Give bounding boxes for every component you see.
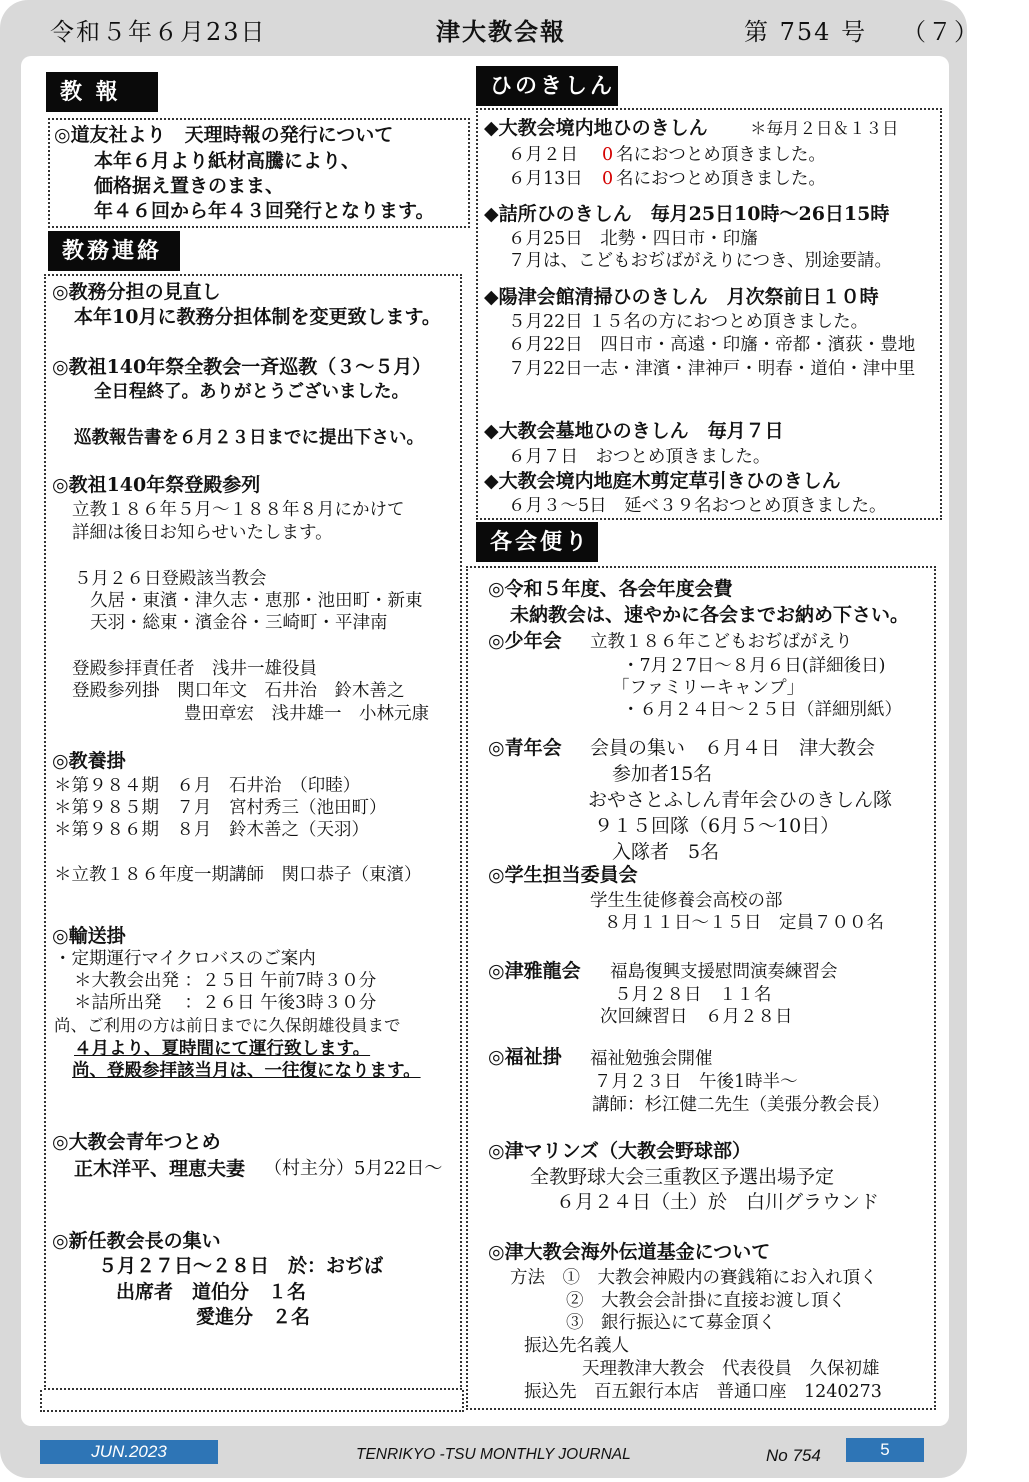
kyomu-line: 尚、登殿参拝該当月は、一往復になります。 [72,1061,421,1081]
hinokishin-line: ＊毎月２日＆１３日 [750,119,899,138]
hinokishin-line: ◆大教会境内地ひのきしん [484,117,708,139]
kyomu-line: 全日程終了。ありがとうございました。 [94,382,409,402]
kakukai-line: ◎青年会 [488,737,562,759]
kyomu-line: ◎教養掛 [52,750,126,772]
header-page: （７） [902,18,980,46]
kakukai-line: 入隊者 5名 [612,841,720,863]
kyomu-line: ＊第９８５期 ７月 宮村秀三（池田町） [54,798,387,818]
kakukai-line: 振込先 百五銀行本店 普通口座 1240273 [524,1382,882,1402]
kyomu-line: ◎教祖140年祭登殿参列 [52,474,261,496]
kyomu-line: ＊詰所出発 ：２６日 午後3時３０分 [74,993,377,1013]
hinokishin-line: ◆大教会墓地ひのきしん 毎月７日 [484,420,784,442]
hinokishin-line: ６月22日 四日市・高遠・印旛・帝都・濱荻・豊地 [508,335,916,355]
kyomu-box-outer [40,1390,464,1412]
hinokishin-line: ７月は、こどもおぢばがえりにつき、別途要請。 [508,251,892,271]
kyomu-line: ＊立教１８６年度一期講師 関口恭子（東濱） [54,865,422,885]
kakukai-line: ・６月２４日～２５日（詳細別紙） [622,700,902,720]
kyomu-line: ５月２７日～２８日 於：おぢば [98,1255,384,1277]
kyomu-line: 登殿参列掛 関口年文 石井治 鈴木善之 [72,681,405,701]
kakukai-line: ◎津雅龍会 [488,960,581,982]
kyomu-line: 登殿参拝責任者 浅井一雄役員 [72,659,317,679]
kyomu-line: ◎輸送掛 [52,925,126,947]
kakukai-line: 次回練習日 ６月２８日 [600,1007,793,1027]
kakukai-line: ◎少年会 [488,630,562,652]
footer-page: 5 [846,1438,924,1462]
kakukai-line: 講師：杉江健二先生（美張分教会長） [592,1095,890,1115]
hinokishin-count: 0 [602,145,614,165]
kakukai-line: ② 大教会会計掛に直接お渡し頂く [566,1291,846,1311]
kakukai-line: ◎津大教会海外伝道基金について [488,1241,771,1263]
section-title-kakukai: 各会便り [476,522,598,562]
kakukai-line: ◎福祉掛 [488,1046,562,1068]
kyoho-line: ◎道友社より 天理時報の発行について [54,124,394,146]
kyomu-line: ５月２６日登殿該当教会 [74,569,267,589]
kakukai-line: 学生生徒修養会高校の部 [590,891,783,911]
hinokishin-line: ◆陽津会館清掃ひのきしん 月次祭前日１０時 [484,286,879,308]
hinokishin-count: 0 [602,169,614,189]
kyomu-line: ４月より、夏時間にて運行致します。 [74,1039,371,1059]
kakukai-line: ・7月２7日～８月６日(詳細後日) [622,656,886,676]
kakukai-line: 立教１８６年こどもおぢばがえり [590,632,853,652]
kakukai-line: 振込先名義人 [524,1336,629,1356]
kyomu-line: ◎教務分担の見直し [52,281,221,303]
kyomu-line: 出席者 道伯分 １名 [116,1281,307,1303]
kakukai-line: 会員の集い ６月４日 津大教会 [590,737,876,759]
kyomu-line: 天羽・総東・濱金谷・三崎町・平津南 [90,613,388,633]
footer-journal: TENRIKYO -TSU MONTHLY JOURNAL [356,1446,631,1463]
hinokishin-line: 名におつとめ頂きました。 [616,145,826,165]
kakukai-line: 福祉勉強会開催 [590,1049,713,1069]
kyomu-line: 尚、ご利用の方は前日までに久保朗雄役員まで [54,1016,401,1035]
kakukai-line: 全教野球大会三重教区予選出場予定 [530,1166,835,1188]
kyomu-line: ＊第９８６期 ８月 鈴木善之（天羽） [54,820,369,840]
hinokishin-line: ７月22日一志・津濱・津神戸・明春・道伯・津中里 [508,359,916,379]
section-title-kyoho: 教 報 [46,72,158,112]
hinokishin-line: ６月13日 [508,169,583,189]
kakukai-line: 方法 ① 大教会神殿内の賽銭箱にお入れ頂く [510,1268,878,1288]
kyomu-line: 巡教報告書を６月２３日までに提出下さい。 [74,428,424,448]
kakukai-line: ◎津マリンズ（大教会野球部） [488,1140,752,1162]
kakukai-line: ６月２４日（土）於 白川グラウンド [556,1191,880,1213]
header-issue: 第 754 号 [744,18,868,46]
kakukai-line: 天理教津大教会 代表役員 久保初雄 [582,1359,880,1379]
hinokishin-line: ６月３～5日 延べ３９名おつとめ頂きました。 [508,496,887,516]
kakukai-line: ◎令和５年度、各会年度会費 [488,578,733,600]
kyomu-line: ◎教祖140年祭全教会一斉巡教（３～５月） [52,356,432,378]
kakukai-line: 福島復興支援慰問演奏練習会 [610,962,838,982]
hinokishin-line: ６月２日 [508,145,578,165]
kyomu-line: ＊第９８４期 ６月 石井治 （印睦） [54,776,361,796]
hinokishin-line: ◆大教会境内地庭木剪定草引きひのきしん [484,470,841,492]
kakukai-line: ③ 銀行振込にて募金頂く [566,1313,776,1333]
kyomu-line: 久居・東濱・津久志・恵那・池田町・新東 [90,591,423,611]
kyomu-line: 立教１８６年５月～１８８年８月にかけて [72,500,405,520]
kyomu-line: ◎新任教会長の集い [52,1230,221,1252]
kakukai-line: ８月１１日～１５日 定員７００名 [604,913,884,933]
hinokishin-line: ◆詰所ひのきしん 毎月25日10時～26日15時 [484,203,890,225]
kyomu-line: 本年10月に教務分担体制を変更致します。 [74,306,441,328]
kyoho-line: 本年６月より紙材高騰により、 [94,150,361,172]
hinokishin-line: ５月22日 １５名の方におつとめ頂きました。 [508,312,869,332]
kakukai-line: 「ファミリーキャンプ」 [612,678,805,698]
kyoho-line: 価格据え置きのまま、 [94,175,285,197]
kyomu-line: （村主分）5月22日～ [264,1158,443,1179]
kakukai-line: ５月２８日 １１名 [614,985,772,1005]
kakukai-line: 参加者15名 [612,763,713,785]
hinokishin-line: ６月７日 おつとめ頂きました。 [508,447,771,467]
hinokishin-line: ６月25日 北勢・四日市・印旛 [508,229,758,249]
kyomu-line: ＊大教会出発 ：２５日 午前7時３０分 [74,971,377,991]
header-paper-name: 津大教会報 [436,17,566,46]
kyomu-line: 正木洋平、理恵夫妻 [74,1158,246,1180]
hinokishin-line: 名におつとめ頂きました。 [616,169,826,189]
header-date: 令和５年６月23日 [50,18,267,46]
kyomu-line: ・定期運行マイクロバスのご案内 [54,949,316,969]
kakukai-line: おやさとふしん青年会ひのきしん隊 [588,789,893,811]
kyomu-line: ◎大教会青年つとめ [52,1131,221,1153]
kakukai-line: ７月２３日 午後1時半～ [594,1072,798,1092]
kakukai-line: 未納教会は、速やかに各会までお納め下さい。 [510,604,910,626]
kakukai-line: ９１５回隊（6月５～10日） [594,815,840,837]
section-title-hinokishin: ひのきしん [476,66,618,106]
kyomu-line: 愛進分 ２名 [196,1306,311,1328]
footer-date: JUN.2023 [40,1440,218,1464]
kyomu-line: 豊田章宏 浅井雄一 小林元康 [184,704,429,724]
kakukai-line: ◎学生担当委員会 [488,864,638,886]
kyoho-line: 年４６回から年４３回発行となります。 [94,200,435,222]
section-title-kyomu: 教務連絡 [48,231,180,271]
kyomu-line: 詳細は後日お知らせいたします。 [72,523,333,543]
footer-number: No 754 [766,1446,821,1465]
